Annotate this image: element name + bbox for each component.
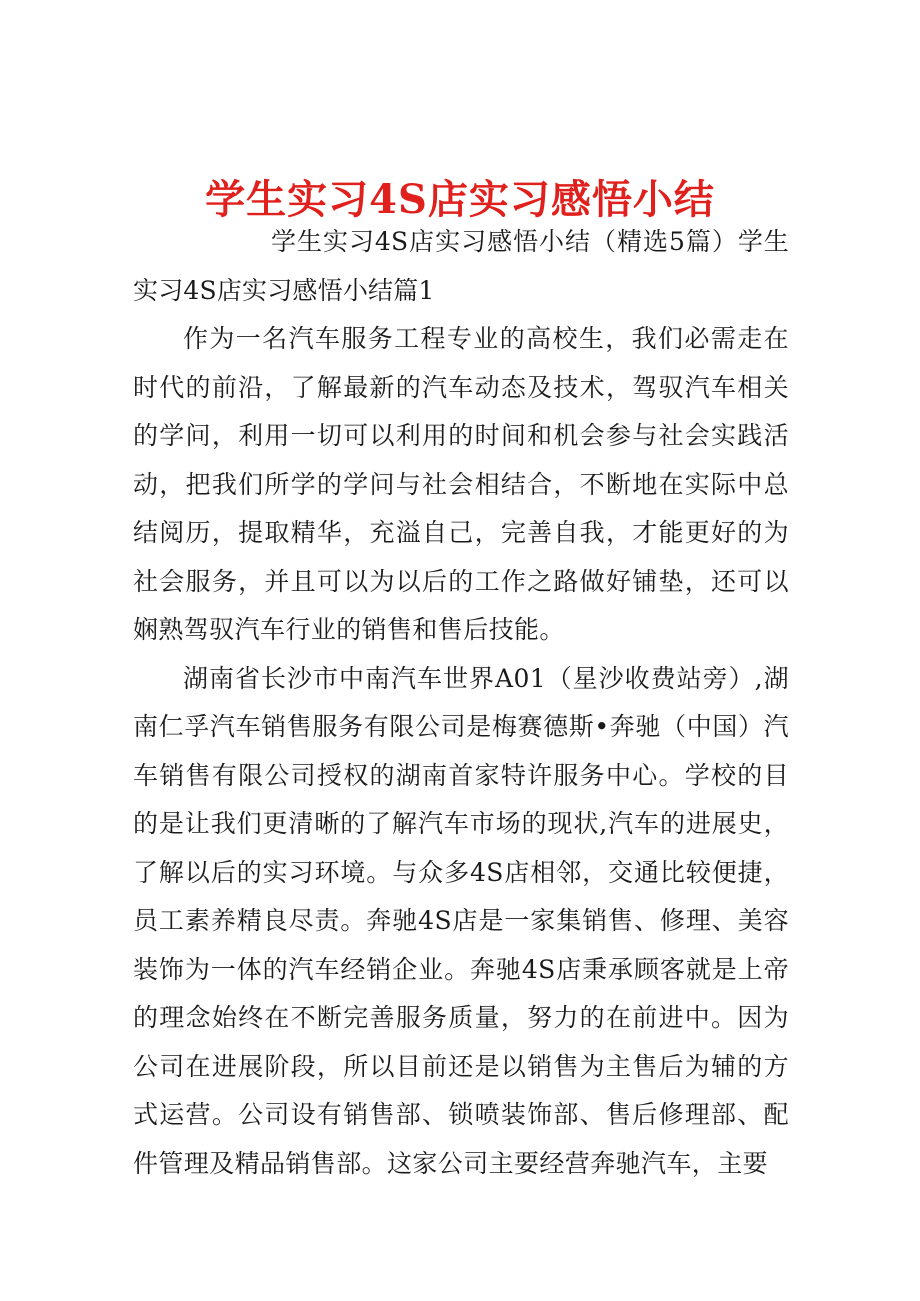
paragraph-2: 湖南省长沙市中南汽车世界A01（星沙收费站旁）,湖南仁孚汽车销售服务有限公司是梅赛德斯•奔驰（中国）汽车销售有限公司授权的湖南首家特许服务中心。学校的目的是让我们更清晰的了解汽车市场的现状,汽车的进展史，了解以后的实习环境。与众多4S店相邻，交通比较便捷，员工素养精良尽责。奔驰4S店是一家集销售、修理、美容装饰为一体的汽车经销企业。奔驰4S店秉承顾客就是上帝的理念始终在不断完善服务质量，努力的在前进中。因为公司在进展阶段，所以目前还是以销售为主售后为辅的方式运营。公司设有销售部、锁喷装饰部、售后修理部、配件管理及精品销售部。这家公司主要经营奔驰汽车，主要	[133, 663, 789, 1178]
document-subtitle: 学生实习4S店实习感悟小结（精选5篇）学生实习4S店实习感悟小结篇1	[133, 227, 789, 305]
document-body	[133, 218, 789, 1188]
document-title: 学生实习4S店实习感悟小结	[205, 175, 715, 223]
paragraph-1: 作为一名汽车服务工程专业的高校生，我们必需走在时代的前沿，了解最新的汽车动态及技术，驾驭汽车相关的学问，利用一切可以利用的时间和机会参与社会实践活动，把我们所学的学问与社会相结合，不断地在实际中总结阅历，提取精华，充溢自己，完善自我，才能更好的为社会服务，并且可以为以后的工作之路做好铺垫，还可以娴熟驾驭汽车行业的销售和售后技能。	[133, 324, 789, 644]
